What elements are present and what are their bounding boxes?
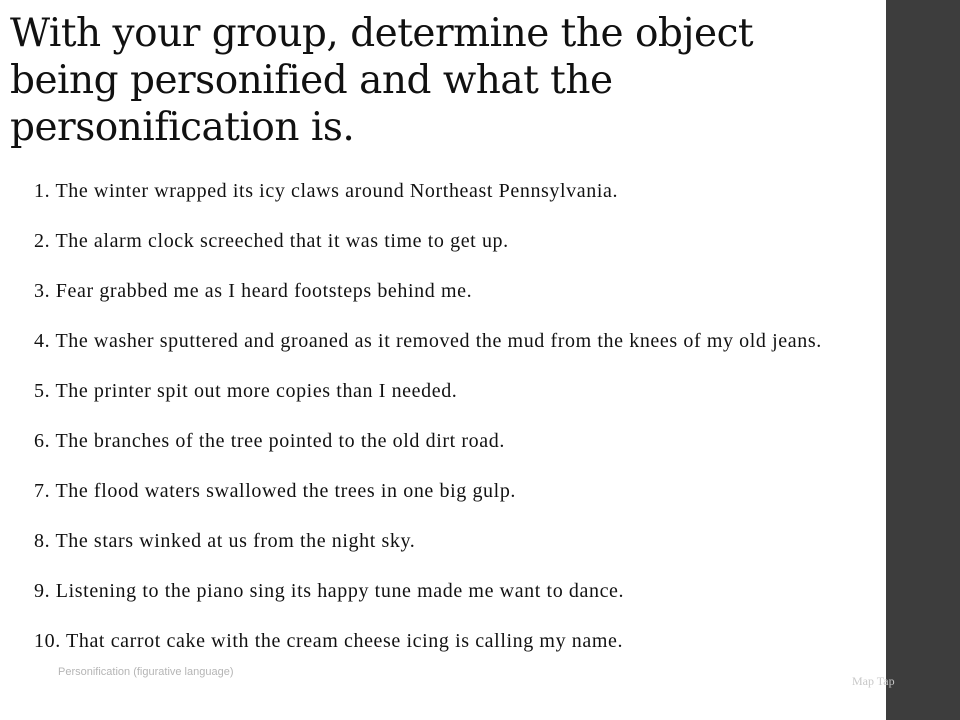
list-item-10: 10. That carrot cake with the cream cheese icing is calling my name.	[34, 630, 624, 652]
slide-title: With your group, determine the object being personified and what the personification is.	[10, 11, 754, 150]
list-item-3: 3. Fear grabbed me as I heard footsteps behind me.	[34, 280, 473, 302]
list-item-5: 5. The printer spit out more copies than I needed.	[34, 380, 458, 402]
list-item-1: 1. The winter wrapped its icy claws around Northeast Pennsylvania.	[34, 180, 619, 202]
list-item-6: 6. The branches of the tree pointed to the old dirt road.	[34, 430, 505, 452]
footer-source-label: Map Tap	[852, 674, 895, 688]
list-item-7: 7. The flood waters swallowed the trees in one big gulp.	[34, 480, 517, 502]
list-item-4: 4. The washer sputtered and groaned as it removed the mud from the knees of my old jeans.	[34, 330, 822, 352]
right-sidebar-bar	[886, 0, 960, 720]
footer-topic-label: Personification (figurative language)	[58, 666, 234, 678]
list-item-8: 8. The stars winked at us from the night sky.	[34, 530, 416, 552]
list-item-9: 9. Listening to the piano sing its happy tune made me want to dance.	[34, 580, 625, 602]
list-item-2: 2. The alarm clock screeched that it was time to get up.	[34, 230, 509, 252]
personification-list	[34, 177, 854, 677]
